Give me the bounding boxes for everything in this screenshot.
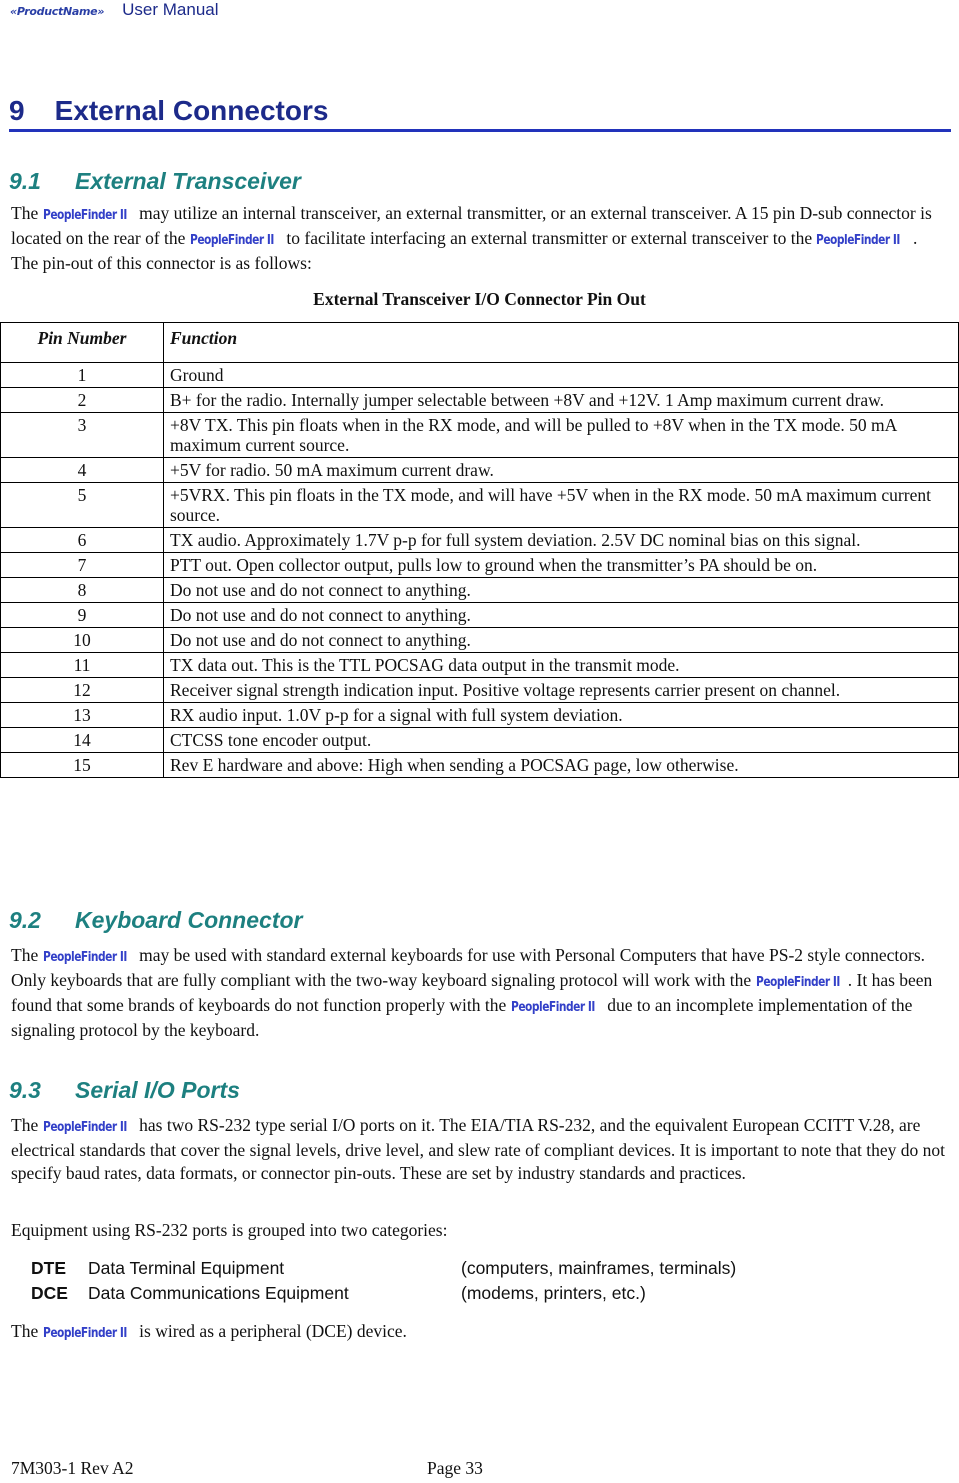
pin-function-cell: PTT out. Open collector output, pulls low to ground when the transmitter’s PA should be on. bbox=[164, 553, 959, 578]
pin-function-cell: +8V TX. This pin floats when in the RX mode, and will be pulled to +8V when in the TX mode. 50 mA maximum current source. bbox=[164, 413, 959, 458]
pin-function-cell: Receiver signal strength indication input. Positive voltage represents carrier present on channel. bbox=[164, 678, 959, 703]
pin-number-cell: 2 bbox=[1, 388, 164, 413]
pin-function-cell: CTCSS tone encoder output. bbox=[164, 728, 959, 753]
table-row bbox=[1, 388, 959, 413]
brand-logotype: PeopleFinder II bbox=[42, 1326, 127, 1341]
pin-function-cell: Ground bbox=[164, 363, 959, 388]
pin-function-cell: +5VRX. This pin floats in the TX mode, and will have +5V when in the RX mode. 50 mA maximum current source. bbox=[164, 483, 959, 528]
pin-number-cell: 10 bbox=[1, 628, 164, 653]
subsection-heading-9-2: 9.2 Keyboard Connector bbox=[9, 907, 303, 933]
footer-doc-id: 7M303-1 Rev A2 bbox=[11, 1458, 134, 1478]
paragraph-dce-device: The PeopleFinder II is wired as a peripheral (DCE) device. bbox=[11, 1320, 946, 1345]
pin-function-cell: RX audio input. 1.0V p-p for a signal with full system deviation. bbox=[164, 703, 959, 728]
paragraph-external-transceiver: The PeopleFinder II may utilize an internal transceiver, an external transmitter, or an external transceiver. A 15 pin D-sub connector is located on the rear of the PeopleFinder II to facilitate interfacing an external transmitter or external transceiver to the PeopleFinder II . The pin-out of this connector is as follows: bbox=[11, 203, 932, 273]
subsection-heading-9-3: 9.3 Serial I/O Ports bbox=[9, 1077, 240, 1103]
table-row bbox=[1, 603, 959, 628]
pin-number-cell: 7 bbox=[1, 553, 164, 578]
table-row bbox=[1, 703, 959, 728]
brand-logotype: PeopleFinder II bbox=[42, 1120, 127, 1135]
table-row bbox=[1, 728, 959, 753]
table-row bbox=[1, 458, 959, 483]
pin-number-cell: 5 bbox=[1, 483, 164, 528]
heading-rule bbox=[9, 129, 951, 132]
table-row bbox=[1, 578, 959, 603]
pin-number-cell: 9 bbox=[1, 603, 164, 628]
table-row bbox=[1, 483, 959, 528]
table-row bbox=[1, 678, 959, 703]
pin-number-cell: 8 bbox=[1, 578, 164, 603]
pin-number-cell: 6 bbox=[1, 528, 164, 553]
pin-number-cell: 1 bbox=[1, 363, 164, 388]
paragraph-keyboard-connector: The PeopleFinder II may be used with standard external keyboards for use with Personal Computers that have PS-2 style connectors. Only keyboards that are fully compliant with the two-way keyboard signaling protocol will work with the PeopleFinder II . It has been found that some brands of keyboards do not function properly with the PeopleFinder II due to an incomplete implementation of the signaling protocol by the keyboard. bbox=[11, 945, 933, 1040]
brand-logotype: PeopleFinder II bbox=[42, 208, 127, 223]
brand-logotype: PeopleFinder II bbox=[189, 233, 274, 248]
pin-function-cell: TX data out. This is the TTL POCSAG data output in the transmit mode. bbox=[164, 653, 959, 678]
pin-function-cell: Do not use and do not connect to anything. bbox=[164, 603, 959, 628]
column-header: Function bbox=[164, 323, 959, 363]
page-header bbox=[10, 0, 219, 20]
category-dce: DCE Data Communications Equipment (modems, printers, etc.) bbox=[31, 1283, 646, 1303]
pin-function-cell: Do not use and do not connect to anything. bbox=[164, 578, 959, 603]
pin-number-cell: 12 bbox=[1, 678, 164, 703]
footer-page-number: Page 33 bbox=[427, 1458, 483, 1478]
paragraph-equipment-categories: Equipment using RS-232 ports is grouped into two categories: bbox=[11, 1220, 448, 1240]
pin-number-cell: 15 bbox=[1, 753, 164, 778]
table-row bbox=[1, 413, 959, 458]
pin-number-cell: 3 bbox=[1, 413, 164, 458]
pin-function-cell: B+ for the radio. Internally jumper selectable between +8V and +12V. 1 Amp maximum current draw. bbox=[164, 388, 959, 413]
table-caption: External Transceiver I/O Connector Pin Out bbox=[313, 289, 646, 309]
paragraph-serial-ports: The PeopleFinder II has two RS-232 type serial I/O ports on it. The EIA/TIA RS-232, and the equivalent European CCITT V.28, are electrical standards that cover the signal levels, drive level, and slew rate of compliant devices. It is important to note that they do not specify baud rates, data formats, or connector pin-outs. These are set by industry standards and practices. bbox=[11, 1115, 946, 1183]
category-dte: DTE Data Terminal Equipment (computers, mainframes, terminals) bbox=[31, 1258, 737, 1278]
table-row bbox=[1, 753, 959, 778]
table-row bbox=[1, 528, 959, 553]
pin-function-cell: Rev E hardware and above: High when sending a POCSAG page, low otherwise. bbox=[164, 753, 959, 778]
table-row bbox=[1, 653, 959, 678]
pin-number-cell: 4 bbox=[1, 458, 164, 483]
pinout-table bbox=[0, 322, 959, 778]
pin-function-cell: +5V for radio. 50 mA maximum current draw. bbox=[164, 458, 959, 483]
subsection-heading-9-1: 9.1 External Transceiver bbox=[9, 168, 301, 194]
pin-function-cell: Do not use and do not connect to anything. bbox=[164, 628, 959, 653]
table-row bbox=[1, 628, 959, 653]
pin-number-cell: 13 bbox=[1, 703, 164, 728]
pin-number-cell: 14 bbox=[1, 728, 164, 753]
pin-function-cell: TX audio. Approximately 1.7V p-p for full system deviation. 2.5V DC nominal bias on this signal. bbox=[164, 528, 959, 553]
section-heading: 9 External Connectors bbox=[9, 95, 329, 126]
header-manual-label: User Manual bbox=[122, 0, 219, 19]
brand-logotype: PeopleFinder II bbox=[755, 975, 840, 990]
table-row bbox=[1, 553, 959, 578]
table-header-row bbox=[1, 323, 959, 363]
brand-logotype: PeopleFinder II bbox=[42, 950, 127, 965]
header-product-name: «ProductName» bbox=[10, 5, 105, 18]
table-row bbox=[1, 363, 959, 388]
brand-logotype: PeopleFinder II bbox=[816, 233, 901, 248]
column-header: Pin Number bbox=[1, 323, 164, 363]
brand-logotype: PeopleFinder II bbox=[510, 1000, 595, 1015]
pin-number-cell: 11 bbox=[1, 653, 164, 678]
